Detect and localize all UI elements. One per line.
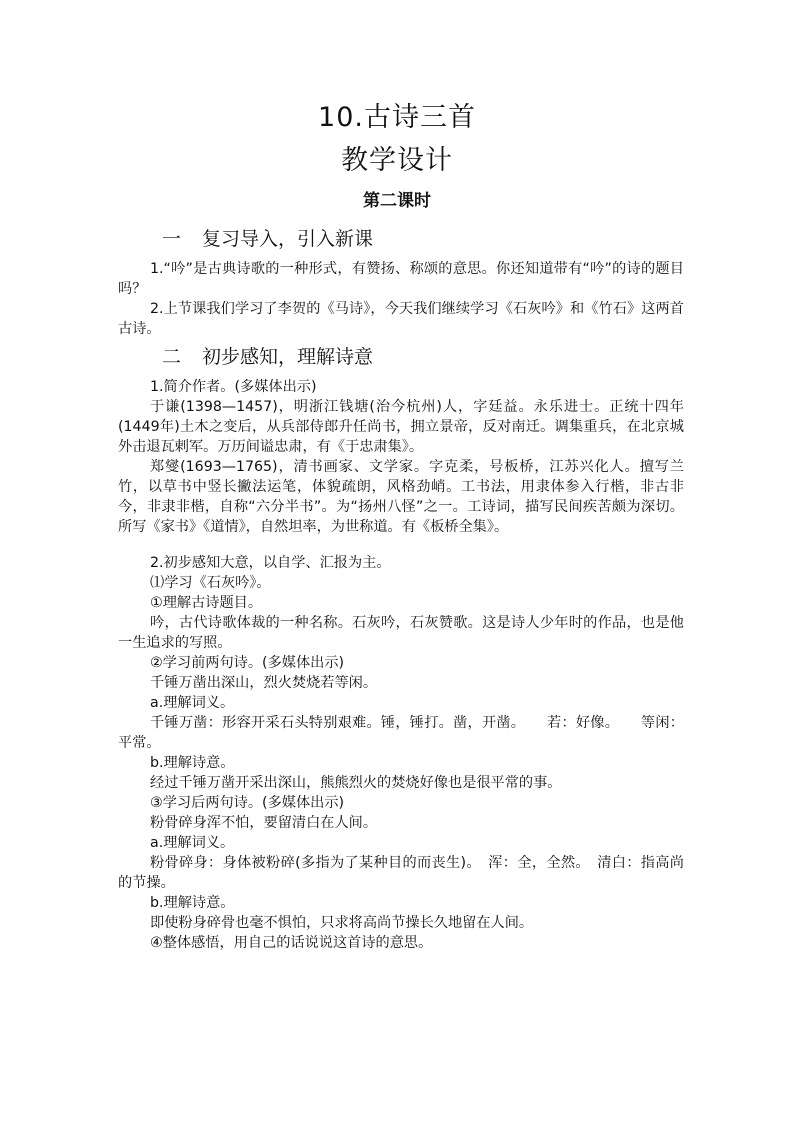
document-body [118, 225, 684, 953]
document-subtitle: 教学设计 [341, 145, 453, 176]
poem-line: 千锤万凿出深山，烈火焚烧若等闲。 [150, 675, 378, 691]
paragraph: 1.“吟”是古典诗歌的一种形式，有赞扬、称颂的意思。你还知道带有“吟”的诗的题目吗？ [118, 261, 684, 297]
section-title: 初步感知，理解诗意 [202, 346, 374, 368]
paragraph: 于谦(1398—1457)，明浙江钱塘(治今杭州)人，字廷益。永乐进士。正统十四年(1449年)土木之变后，从兵部侍郎升任尚书，拥立景帝，反对南迁。调集重兵，在北京城外击退瓦剌军。万历间谥忠肃，有《于忠肃集》。 [118, 399, 684, 455]
paragraph: b.理解诗意。 [150, 755, 235, 771]
paragraph: ③学习后两句诗。(多媒体出示) [150, 795, 345, 811]
paragraph: 郑燮(1693—1765)，清书画家、文学家。字克柔，号板桥，江苏兴化人。擅写兰竹，以草书中竖长撇法运笔，体貌疏朗，风格劲峭。工书法，用隶体参入行楷，非古非今，非隶非楷，自称“六分半书”。为“扬州八怪”之一。工诗词，描写民间疾苦颇为深切。所写《家书》《道情》，自然坦率，为世称道。有《板桥全集》。 [118, 459, 684, 535]
paragraph: ④整体感悟，用自己的话说说这首诗的意思。 [150, 935, 433, 951]
paragraph: ⑴学习《石灰吟》。 [150, 575, 271, 591]
section-heading-1 [118, 225, 684, 253]
section-number: 二 [162, 346, 182, 368]
paragraph: 经过千锤万凿开采出深山，熊熊烈火的焚烧好像也是很平常的事。 [150, 775, 562, 791]
paragraph: b.理解诗意。 [150, 895, 235, 911]
paragraph: ②学习前两句诗。(多媒体出示) [150, 655, 345, 671]
section-heading-2 [118, 343, 684, 371]
paragraph: ①理解古诗题目。 [150, 595, 263, 611]
poem-line: 粉骨碎身浑不怕，要留清白在人间。 [150, 815, 378, 831]
paragraph: 粉骨碎身：身体被粉碎(多指为了某种目的而丧生)。 浑：全，全然。 清白：指高尚的节操。 [118, 855, 684, 891]
paragraph: 吟，古代诗歌体裁的一种名称。石灰吟，石灰赞歌。这是诗人少年时的作品，也是他一生追求的写照。 [118, 615, 684, 651]
paragraph: 1.简介作者。(多媒体出示) [150, 379, 317, 395]
section-number: 一 [162, 228, 182, 250]
lesson-label: 第二课时 [363, 191, 431, 211]
section-title: 复习导入，引入新课 [202, 228, 374, 250]
paragraph: 千锤万凿：形容开采石头特别艰难。锤，锤打。凿，开凿。 若：好像。 等闲：平常。 [118, 715, 684, 751]
paragraph: 2.初步感知大意，以自学、汇报为主。 [150, 555, 391, 571]
paragraph: 即使粉身碎骨也毫不惧怕，只求将高尚节操长久地留在人间。 [150, 915, 534, 931]
paragraph: a.理解词义。 [150, 695, 235, 711]
paragraph: a.理解词义。 [150, 835, 235, 851]
document-title: 10.古诗三首 [318, 102, 476, 133]
paragraph: 2.上节课我们学习了李贺的《马诗》，今天我们继续学习《石灰吟》和《竹石》这两首古诗。 [118, 301, 684, 337]
